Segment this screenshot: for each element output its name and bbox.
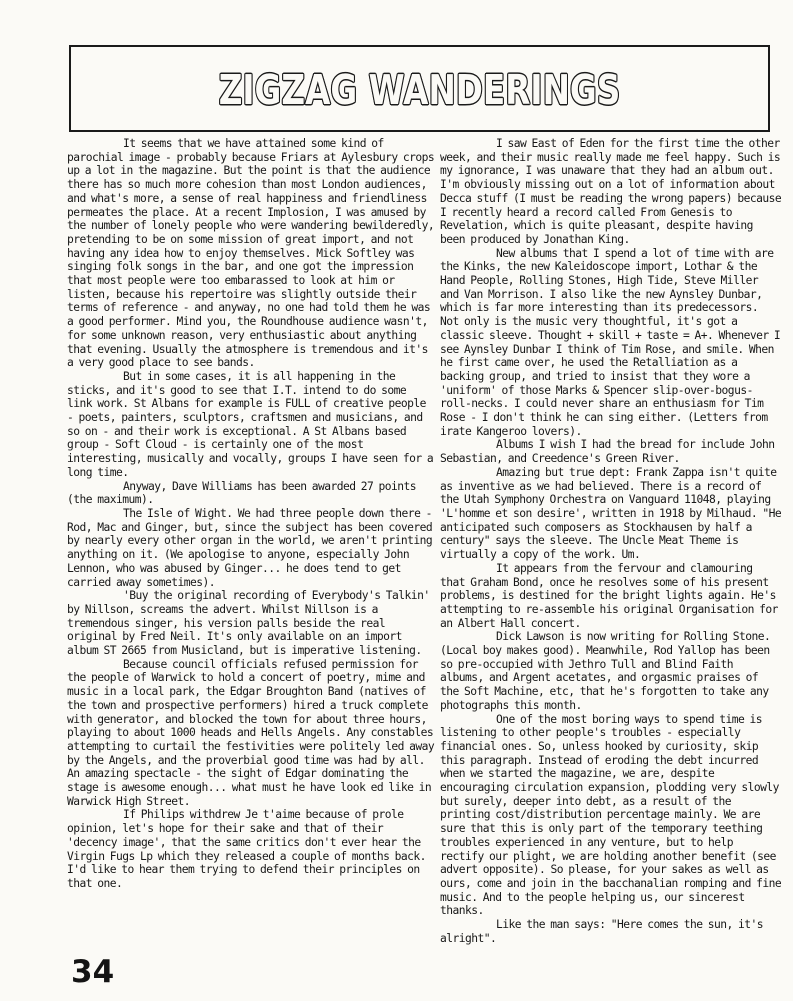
paragraph: Anyway, Dave Williams has been awarded 27 points (the maximum). <box>67 479 417 507</box>
paragraph: One of the most boring ways to spend time is listening to other people's troubles - especially financial ones. So, unless hooked by curiosity, skip this paragraph. Instead of eroding the debt incurred when we started the magazine, we are, despite encouraging circulation expansion, plodding very slowly but surely, deeper into debt, as a result of the printing cost/distribution percentage mainly. We are sure that this is only part of the temporary teething troubles experienced in any venture, but to help rectify our plight, we are holding another benefit (see advert opposite). So please, for your sakes as well as ours, come and join in the bacchanalian romping and fine music. And to the people helping us, our sincerest thanks. <box>440 712 782 918</box>
paragraph: I saw East of Eden for the first time the other week, and their music really made me feel happy. Such is my ignorance, I was unaware that they had an album out. I'm obviously missing out on a lot of information about Decca stuff (I must be reading the wrong papers) because I recently heard a record called From Genesis to Revelation, which is quite pleasant, despite having been produced by Jonathan King. <box>440 137 782 246</box>
paragraph: It appears from the fervour and clamouring that Graham Bond, once he resolves some of his present problems, is destined for the bright lights again. He's attempting to re-assemble his original Organisation for an Albert Hall concert. <box>440 561 778 630</box>
paragraph: 'Buy the original recording of Everybody's Talkin' by Nillson, screams the advert. Whilst Nillson is a tremendous singer, his version palls beside the real original by Fred Neil. It's only available on an import album ST 2665 from Musicland, but is imperative listening. <box>67 589 430 658</box>
left-column <box>67 137 435 891</box>
paragraph: The Isle of Wight. We had three people down there - Rod, Mac and Ginger, but, since the subject has been covered by nearly every other organ in the world, we aren't printing anything on it. (We apologise to anyone, especially John Lennon, who was abused by Ginger... he does tend to get carried away sometimes). <box>67 506 433 589</box>
paragraph: New albums that I spend a lot of time with are the Kinks, the new Kaleidoscope import, Lothar & the Hand People, Rolling Stones, High Tide, Steve Miller and Van Morrison. I also like the new Aynsley Dunbar, which is far more interesting than its predecessors. Not only is the music very thoughtful, it's got a classic sleeve. Thought + skill + taste = A+. Whenever I see Aynsley Dunbar I think of Tim Rose, and smile. When he first came over, he used the Retalliation as a backing group, and tried to insist that they wore a 'uniform' of those Marks & Spencer slip-over-bogus-roll-necks. I could never share an enthusiasm for Tim Rose - I don't think he can sing either. (Letters from irate Kangeroo lovers). <box>440 246 781 438</box>
title-box <box>69 45 770 132</box>
paragraph: It seems that we have attained some kind of parochial image - probably because Friars at Aylesbury crops up a lot in the magazine. But the point is that the audience there has so much more cohesion than most London audiences, and what's more, a sense of real happiness and friendliness permeates the place. At a recent Implosion, I was amused by the number of lonely people who were wandering bewilderedly, pretending to be on some mission of great import, and not having any idea how to enjoy themselves. Mick Softley was singing folk songs in the bar, and one got the impression that most people were too embarassed to look at him or listen, because his repertoire was slightly outside their terms of reference - and anyway, no one had told them he was a good performer. Mind you, the Roundhouse audience wasn't, for some unknown reason, very enthusiastic about anything that evening. Usually the atmosphere is tremendous and it's a very good place to see bands. <box>67 137 435 370</box>
paragraph: If Philips withdrew Je t'aime because of prole opinion, let's hope for their sake and that of their 'decency image', that the same critics don't ever hear the Virgin Fugs Lp which they released a couple of months back. I'd like to hear them trying to defend their principles on that one. <box>67 808 426 890</box>
paragraph: Dick Lawson is now writing for Rolling Stone. (Local boy makes good). Meanwhile, Rod Yallop has been so pre-occupied with Jethro Tull and Blind Faith albums, and Argent acetates, and orgasmic praises of the Soft Machine, etc, that he's forgotten to take any photographs this month. <box>440 630 771 712</box>
page-title: ZIGZAG WANDERINGS <box>218 66 621 114</box>
paragraph: Because council officials refused permission for the people of Warwick to hold a concert of poetry, mime and music in a local park, the Edgar Broughton Band (natives of the town and prospective performers) hired a truck complete with generator, and blocked the town for about three hours, playing to about 1000 heads and Hells Angels. Any constables attempting to curtail the festivities were politely led away by the Angels, and the proverbial good time was had by all. An amazing spectacle - the sight of Edgar dominating the stage is awesome enough... what must he have look ed like in Warwick High Street. <box>67 657 435 808</box>
paragraph: Amazing but true dept: Frank Zappa isn't quite as inventive as we had believed. There is a record of the Utah Symphony Orchestra on Vanguard 11048, playing 'L'homme et son desire', written in 1918 by Milhaud. "He anticipated such composers as Stockhausen by half a century" says the sleeve. The Uncle Meat Theme is virtually a copy of the work. Um. <box>440 465 782 562</box>
paragraph: Albums I wish I had the bread for include John Sebastian, and Creedence's Green River. <box>440 438 775 466</box>
page-number: 34 <box>71 954 115 990</box>
paragraph: Like the man says: "Here comes the sun, it's alright". <box>440 918 764 945</box>
paragraph: But in some cases, it is all happening in the sticks, and it's good to see that I.T. intend to do some link work. St Albans for example is FULL of creative people - poets, painters, sculptors, craftsmen and musicians, and so on - and their work is exceptional. A St Albans based group - Soft Cloud - is certainly one of the most interesting, musically and vocally, groups I have seen for a long time. <box>67 369 434 479</box>
right-column <box>440 137 782 945</box>
